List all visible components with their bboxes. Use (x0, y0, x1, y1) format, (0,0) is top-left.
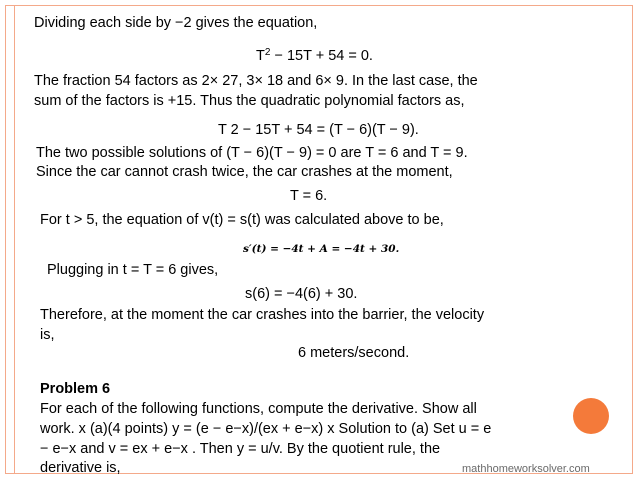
equation-exponent: 2 (264, 47, 271, 58)
text-line-17: For each of the following functions, compute the derivative. Show all (40, 401, 477, 417)
equation-quadratic (256, 44, 373, 65)
result-velocity: 6 meters/second. (298, 345, 410, 361)
text-line-7: Since the car cannot crash twice, the car crashes at the moment, (36, 164, 453, 180)
text-line-6: The two possible solutions of (T − 6)(T − 9) = 0 are T = 6 and T = 9. (36, 145, 468, 161)
text-line-9: For t > 5, the equation of v(t) = s(t) was calculated above to be, (40, 212, 444, 228)
text-line-4: sum of the factors is +15. Thus the quadratic polynomial factors as, (34, 93, 465, 109)
equation-t-equals-6: T = 6. (290, 188, 328, 204)
text-line-13: Therefore, at the moment the car crashes into the barrier, the velocity (40, 307, 485, 323)
equation-rest: − 15T + 54 = 0. (270, 48, 373, 64)
watermark: mathhomeworksolver.com (462, 463, 590, 475)
equation-s6: s(6) = −4(6) + 30. (245, 286, 358, 302)
text-line-19: − e−x and v = ex + e−x . Then y = u/v. By the quotient rule, the (40, 441, 441, 457)
text-line-18: work. x (a)(4 points) y = (e − e−x)/(ex + e−x) x Solution to (a) Set u = e (40, 421, 492, 437)
text-line-11: Plugging in t = T = 6 gives, (47, 262, 219, 278)
text-line-20: derivative is, (40, 460, 121, 476)
text-line-14: is, (40, 327, 55, 343)
text-line-1: Dividing each side by −2 gives the equation, (34, 15, 318, 31)
equation-derivative-s: s′(t) = −4t + A = −4t + 30. (243, 243, 400, 255)
decorative-orange-circle (573, 398, 609, 434)
equation-factored: T 2 − 15T + 54 = (T − 6)(T − 9). (218, 122, 419, 138)
text-line-3: The fraction 54 factors as 2× 27, 3× 18 and 6× 9. In the last case, the (34, 73, 478, 89)
equation-base: T (256, 48, 265, 64)
problem-heading: Problem 6 (40, 381, 111, 397)
